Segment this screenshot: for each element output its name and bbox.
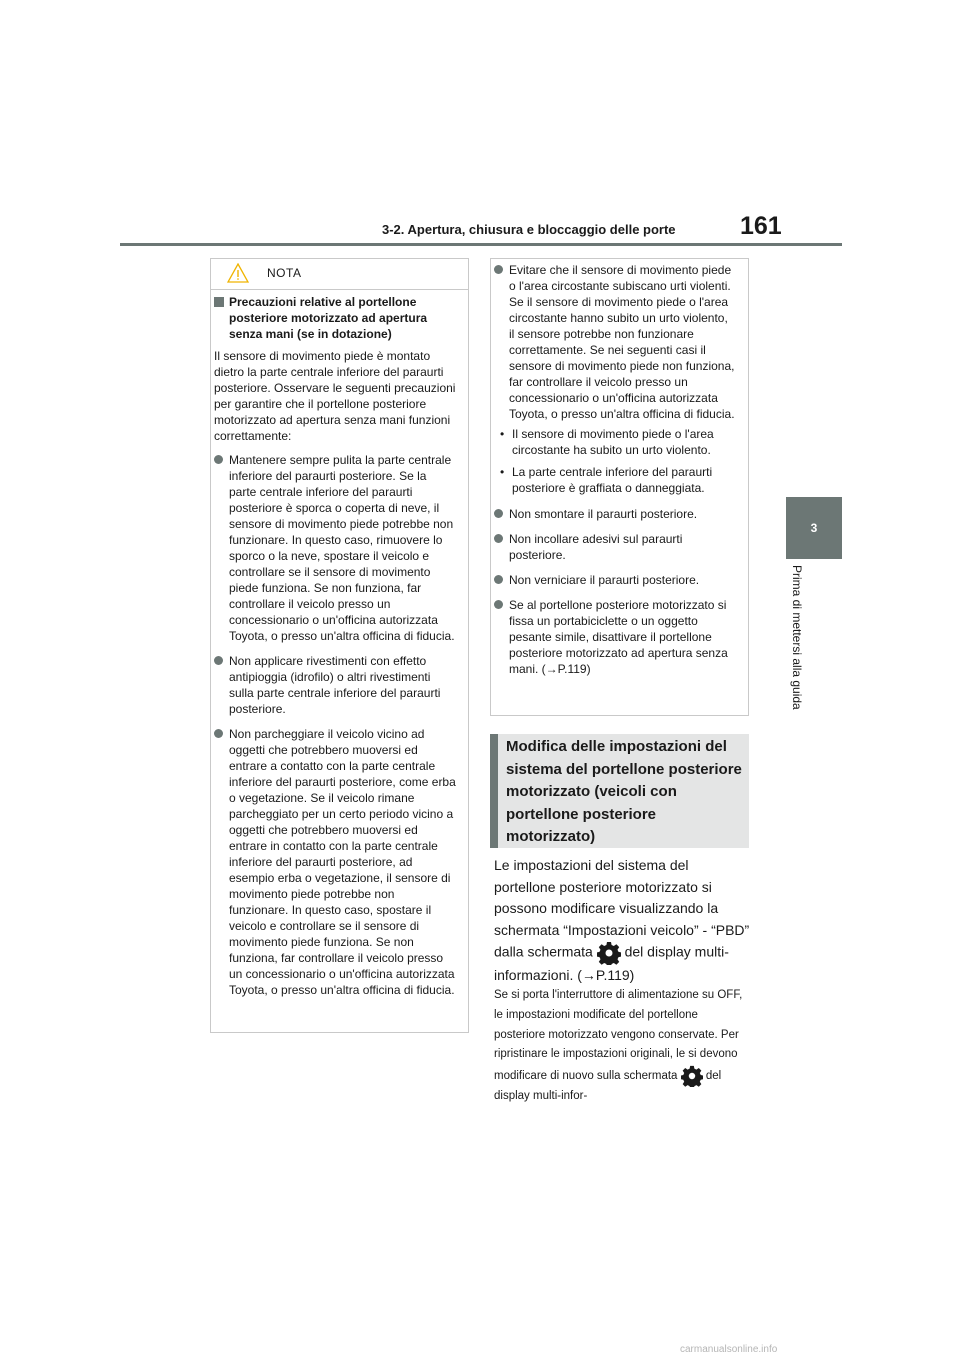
page-number: 161 (740, 212, 782, 240)
sub-bullet-marker: • (500, 465, 505, 479)
note-box-continued (490, 258, 749, 716)
list-item (494, 506, 736, 522)
bullet-dot-icon (494, 534, 503, 543)
list-item (494, 572, 736, 588)
note-title-row (214, 294, 456, 342)
warning-icon (227, 263, 249, 283)
list-item (214, 726, 456, 998)
list-item-text: Non incollare adesivi sul paraurti posteriore. (509, 532, 683, 562)
sub-bullet-marker: • (500, 427, 505, 441)
list-item-text: Non smontare il paraurti posteriore. (509, 507, 698, 521)
chapter-label: Prima di mettersi alla guida (790, 565, 804, 710)
bullet-dot-icon (214, 656, 223, 665)
watermark: carmanualsonline.info (680, 1344, 778, 1355)
note-box (210, 258, 469, 1033)
square-bullet-icon (214, 297, 224, 307)
bullet-dot-icon (214, 455, 223, 464)
list-item (214, 653, 456, 717)
list-item-text: Evitare che il sensore di movimento piede o l'area circostante subiscano urti violenti. Se il sensore di movimento piede o l'area circostante hanno subito un urto violento, il sensore potrebbe non funzionare correttamente. Se nei seguenti casi il sensore di movimento piede non funziona, far controllare il veicolo presso un concessionario o un'officina autorizzata Toyota, o presso un'altra officina di fiducia. (509, 263, 735, 421)
header-rule (120, 243, 842, 246)
sub-list-item (500, 426, 736, 458)
note-intro: Il sensore di movimento piede è montato dietro la parte centrale inferiore del paraurti posteriore. Osservare le seguenti precauzioni per garantire che il portellone posteriore motorizzato ad apertura senza mani funzioni correttamente: (214, 349, 456, 443)
bullet-dot-icon (494, 509, 503, 518)
list-item-text: Non parcheggiare il veicolo vicino ad oggetti che potrebbero muoversi ed entrare a contatto con la parte centrale inferiore del paraurti posteriore, come erba o vegetazione. Se il veicolo rimane parcheggiato per un certo periodo vicino a oggetti che potrebbero muoversi ed entrare in contatto con la parte centrale inferiore del paraurti posteriore, ad esempio erba o vegetazione, il sensore di movimento piede potrebbe non funzionare. In questo caso, spostare il veicolo e controllare se il sensore di movimento piede funziona. Se non funziona, far controllare il veicolo presso un concessionario o un'officina autorizzata Toyota, o presso un'altra officina di fiducia. (229, 727, 456, 997)
bullet-dot-icon (494, 265, 503, 274)
chapter-tab (786, 497, 842, 559)
note-label: NOTA (267, 266, 302, 280)
list-item-text: Se al portellone posteriore motorizzato si fissa un portabiciclette o un oggetto pesante simile, disattivare il portellone posteriore motorizzato ad apertura senza mani. (→P.119) (509, 598, 728, 676)
note-header (211, 259, 468, 290)
list-item (494, 597, 736, 677)
gear-icon (597, 941, 621, 965)
list-item (214, 452, 456, 644)
note-title: Precauzioni relative al portellone posteriore motorizzato ad apertura senza mani (se in dotazione) (229, 295, 428, 341)
info-paragraph (494, 986, 752, 1107)
sub-list-item (500, 464, 736, 496)
chapter-number: 3 (810, 521, 818, 535)
list-item-text: Non applicare rivestimenti con effetto antipioggia (idrofilo) o altri rivestimenti sulla parte centrale inferiore del paraurti posteriore. (229, 654, 441, 716)
body-paragraph (494, 855, 752, 987)
bullet-dot-icon (214, 729, 223, 738)
bullet-dot-icon (494, 575, 503, 584)
list-item-text: Mantenere sempre pulita la parte centrale inferiore del paraurti posteriore. Se la parte centrale inferiore del paraurti posteriore è sporca o coperta di neve, il sensore di movimento piede potrebbe non funzionare. In questo caso, rimuovere lo sporco o la neve, spostare il veicolo e controllare se il sensore di movimento piede funziona. Se non funziona, far controllare il veicolo presso un concessionario o un'officina autorizzata Toyota, o presso un'altra officina di fiducia. (229, 453, 455, 643)
info-text-part: del display multi-infor- (494, 1070, 722, 1103)
sub-list-item-text: Il sensore di movimento piede o l'area circostante ha subito un urto violento. (512, 427, 714, 457)
list-item (494, 262, 736, 422)
gear-icon (681, 1065, 703, 1087)
body-text-part: Le impostazioni del sistema del portellone posteriore motorizzato si possono modificare visualizzando la schermata “Impostazioni veicolo” - “PBD” dalla schermata (494, 857, 750, 960)
list-item-text: Non verniciare il paraurti posteriore. (509, 573, 700, 587)
info-text-part: Se si porta l'interruttore di alimentazione su OFF, le impostazioni modificate del portellone posteriore motorizzato vengono conservate. Per ripristinare le impostazioni originali, le si devono modificare di nuovo sulla schermata (494, 989, 743, 1083)
body-text-part: del display multi-informazioni. (→P.119) (494, 943, 729, 983)
bullet-dot-icon (494, 600, 503, 609)
section-title: 3-2. Apertura, chiusura e bloccaggio delle porte (382, 222, 676, 237)
section-heading: Modifica delle impostazioni del sistema del portellone posteriore motorizzato (veicoli con portellone posteriore motorizzato) (490, 734, 749, 848)
sub-list-item-text: La parte centrale inferiore del paraurti posteriore è graffiata o danneggiata. (512, 465, 713, 495)
list-item (494, 531, 736, 563)
